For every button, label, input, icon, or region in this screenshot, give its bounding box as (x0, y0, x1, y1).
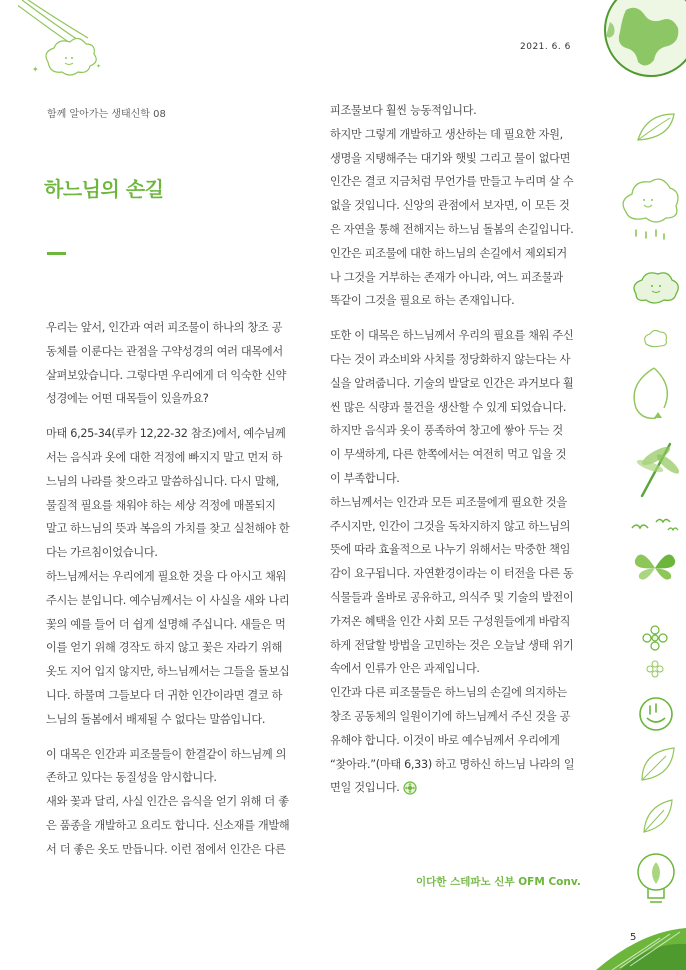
text-line-content: 물질적 필요를 채워야 하는 세상 걱정에 매몰되지 (46, 498, 276, 512)
text-line (330, 218, 582, 242)
text-line-content: 느님의 나라를 찾으라고 말씀하십니다. 다시 말해, (46, 474, 279, 488)
text-line-content: 가져온 혜택을 인간 사회 모든 구성원들에게 바람직 (330, 614, 571, 628)
leaf-icon (636, 110, 676, 146)
text-line (330, 372, 582, 396)
svg-text:✦: ✦ (96, 63, 102, 70)
text-line-content: 은 자연을 통해 전해지는 하느님 돌봄의 손길입니다. (330, 222, 574, 236)
page-title: 하느님의 손길 (44, 177, 164, 201)
text-line (330, 396, 582, 420)
text-line (330, 491, 582, 515)
text-line (46, 814, 298, 838)
left-column (46, 316, 298, 862)
text-line (330, 753, 582, 777)
text-line-content: 똑같이 그것을 필요로 하는 존재입니다. (330, 294, 515, 308)
text-line (46, 684, 298, 708)
text-line (46, 660, 298, 684)
text-line (46, 340, 298, 364)
dragonfly-icon (630, 438, 682, 504)
text-line-content: 말고 하느님의 뜻과 복음의 가치를 찾고 실천해야 한 (46, 522, 290, 536)
recycle-leaf-arrow-icon (628, 364, 680, 424)
text-line (46, 790, 298, 814)
text-line-content: 마태 6,25-34(루카 12,22-32 참조)에서, 예수님께 (46, 427, 286, 441)
text-line (330, 443, 582, 467)
text-line-content: 성경에는 어떤 대목들이 있을까요? (46, 392, 209, 406)
publication-date: 2021. 6. 6 (520, 42, 571, 52)
text-line (46, 494, 298, 518)
text-line-content: 은 품종을 개발하고 요리도 합니다. 신소재를 개발해 (46, 818, 290, 832)
text-line-content: 우리는 앞서, 인간과 여러 피조물이 하나의 창조 공 (46, 321, 283, 334)
text-line-content: 살펴보았습니다. 그렇다면 우리에게 더 익숙한 신약 (46, 368, 287, 382)
text-line-content: 하느님께서는 인간과 모든 피조물에게 필요한 것을 (330, 495, 567, 509)
text-line (330, 634, 582, 658)
birds-icon (630, 514, 680, 536)
text-line (46, 565, 298, 589)
palm-leaves-icon (590, 918, 686, 970)
text-line-content: 니다. 하물며 그들보다 더 귀한 인간이라면 결코 하 (46, 688, 283, 702)
text-line (46, 422, 298, 446)
text-line (46, 541, 298, 565)
text-line (330, 657, 582, 681)
text-line (330, 266, 582, 290)
text-line (46, 517, 298, 541)
text-line (330, 586, 582, 610)
text-line-content: 이 무색하게, 다른 한쪽에서는 여전히 먹고 입을 것 (330, 448, 567, 462)
text-line (330, 729, 582, 753)
text-line (330, 681, 582, 705)
paragraph-gap (330, 313, 582, 324)
text-line (46, 766, 298, 790)
text-line-content: 다는 가르침이었습니다. (46, 546, 158, 560)
text-line (330, 467, 582, 491)
text-line-content: 실을 알려줍니다. 기술의 발달로 인간은 과거보다 훨 (330, 376, 574, 390)
text-line-content: 느님의 돌봄에서 배제될 수 없다는 말씀입니다. (46, 712, 266, 726)
text-line-content: 이 대목은 인간과 피조물들이 한결같이 하느님께 의 (46, 747, 287, 761)
text-line-content: 주시는 분입니다. 예수님께서는 이 사실을 새와 나리 (46, 593, 290, 607)
text-line (330, 776, 582, 800)
earth-globe-icon (596, 0, 686, 80)
text-line (46, 589, 298, 613)
text-line-content: 존하고 있다는 동질성을 암시합니다. (46, 771, 217, 785)
text-line-content: 하지만 음식과 옷이 풍족하여 창고에 쌓아 두는 것 (330, 424, 563, 438)
text-line-content: 하게 전달할 방법을 고민하는 것은 오늘날 생태 위기 (330, 638, 574, 652)
flower-icon (638, 624, 672, 682)
text-line-content: 하느님께서는 우리에게 필요한 것을 다 아시고 채워 (46, 569, 287, 583)
text-line (46, 387, 298, 411)
text-line-content: 인간과 다른 피조물들은 하느님의 손길에 의지하는 (330, 686, 567, 700)
smile-face-icon (636, 694, 676, 734)
text-line-content: “찾아라.”(마태 6,33) 하고 명하신 하느님 나라의 일 (330, 757, 575, 771)
text-line-content: 인간은 결코 지금처럼 무언가를 만들고 누리며 살 수 (330, 175, 574, 189)
text-line (46, 316, 298, 340)
author-credit: 이다한 스테파노 신부 OFM Conv. (416, 876, 581, 888)
text-line (330, 123, 582, 147)
lightbulb-icon (632, 848, 680, 910)
page-number: 5 (630, 932, 637, 943)
smiling-cloud-icon (630, 270, 680, 306)
text-line (330, 99, 582, 123)
rain-cloud-icon (618, 172, 680, 248)
text-line-content: 나 그것을 거부하는 존재가 아니라, 여느 피조물과 (330, 270, 563, 284)
right-column (330, 99, 582, 800)
text-line (330, 324, 582, 348)
text-line-content: 피조물보다 훨씬 능동적입니다. (330, 104, 477, 117)
text-line-content: 새와 꽃과 달리, 사실 인간은 음식을 얻기 위해 더 좋 (46, 795, 289, 809)
text-line (330, 194, 582, 218)
text-line-content: 다는 것이 과소비와 사치를 정당화하지 않는다는 사 (330, 352, 571, 366)
svg-text:✦: ✦ (32, 65, 39, 74)
text-line (46, 708, 298, 732)
text-line-content: 식물들과 올바로 공유하고, 의식주 및 기술의 발전이 (330, 590, 574, 604)
butterfly-icon (632, 548, 678, 588)
title-accent-bar (47, 252, 66, 255)
end-mark-icon (403, 781, 417, 795)
text-line (330, 515, 582, 539)
text-line-content: 옷도 지어 입지 않지만, 하느님께서는 그들을 돌보십 (46, 665, 290, 679)
text-line-content: 면일 것입니다. (330, 781, 400, 795)
text-line (330, 147, 582, 171)
series-label: 함께 알아가는 생태신학 08 (47, 109, 166, 120)
rainbow-cloud-icon (18, 0, 118, 80)
text-line-content: 동체를 이룬다는 관점을 구약성경의 여러 대목에서 (46, 344, 283, 358)
text-line (46, 613, 298, 637)
leaf-icon (640, 796, 676, 836)
text-line (46, 446, 298, 470)
text-line (330, 610, 582, 634)
text-line (46, 364, 298, 388)
text-line (330, 419, 582, 443)
text-line (330, 705, 582, 729)
text-line-content: 씬 많은 식량과 물건을 생산할 수 있게 되었습니다. (330, 400, 567, 414)
text-line (330, 170, 582, 194)
text-line (330, 242, 582, 266)
text-line (46, 743, 298, 767)
text-line-content: 없을 것입니다. 신앙의 관점에서 보자면, 이 모든 것 (330, 199, 570, 213)
text-line-content: 서는 음식과 옷에 대한 걱정에 빠지지 말고 먼저 하 (46, 450, 283, 464)
text-line-content: 주시지만, 인간이 그것을 독차지하지 않고 하느님의 (330, 519, 571, 533)
text-line-content: 속에서 인류가 안은 과제입니다. (330, 662, 480, 676)
text-line-content: 하지만 그렇게 개발하고 생산하는 데 필요한 자원, (330, 127, 563, 141)
text-line-content: 이 부족합니다. (330, 471, 400, 485)
text-line (330, 348, 582, 372)
text-line (46, 470, 298, 494)
small-cloud-icon (642, 330, 670, 350)
text-line-content: 서 더 좋은 옷도 만듭니다. 이런 점에서 인간은 다른 (46, 842, 286, 856)
text-line (46, 838, 298, 862)
text-line-content: 인간은 피조물에 대한 하느님의 손길에서 제외되거 (330, 246, 567, 260)
text-line (330, 538, 582, 562)
text-line-content: 뜻에 따라 효율적으로 나누기 위해서는 막중한 책임 (330, 543, 571, 557)
text-line-content: 또한 이 대목은 하느님께서 우리의 필요를 채워 주신 (330, 329, 574, 343)
text-line (46, 636, 298, 660)
text-line (330, 289, 582, 313)
text-line-content: 창조 공동체의 일원이기에 하느님께서 주신 것을 공 (330, 709, 571, 723)
text-line-content: 유해야 합니다. 이것이 바로 예수님께서 우리에게 (330, 733, 560, 747)
text-line-content: 이를 얻기 위해 경작도 하지 않고 꽃은 자라기 위해 (46, 641, 283, 655)
text-line-content: 생명을 지탱해주는 대기와 햇빛 그리고 물이 없다면 (330, 151, 571, 165)
text-line-content: 꽃의 예를 들어 더 쉽게 설명해 주십니다. 새들은 먹 (46, 617, 286, 631)
text-line-content: 감이 요구됩니다. 자연환경이라는 이 터전을 다른 동 (330, 567, 574, 581)
paragraph-gap (46, 411, 298, 422)
text-line (330, 562, 582, 586)
leaf-icon (638, 744, 678, 784)
paragraph-gap (46, 732, 298, 743)
